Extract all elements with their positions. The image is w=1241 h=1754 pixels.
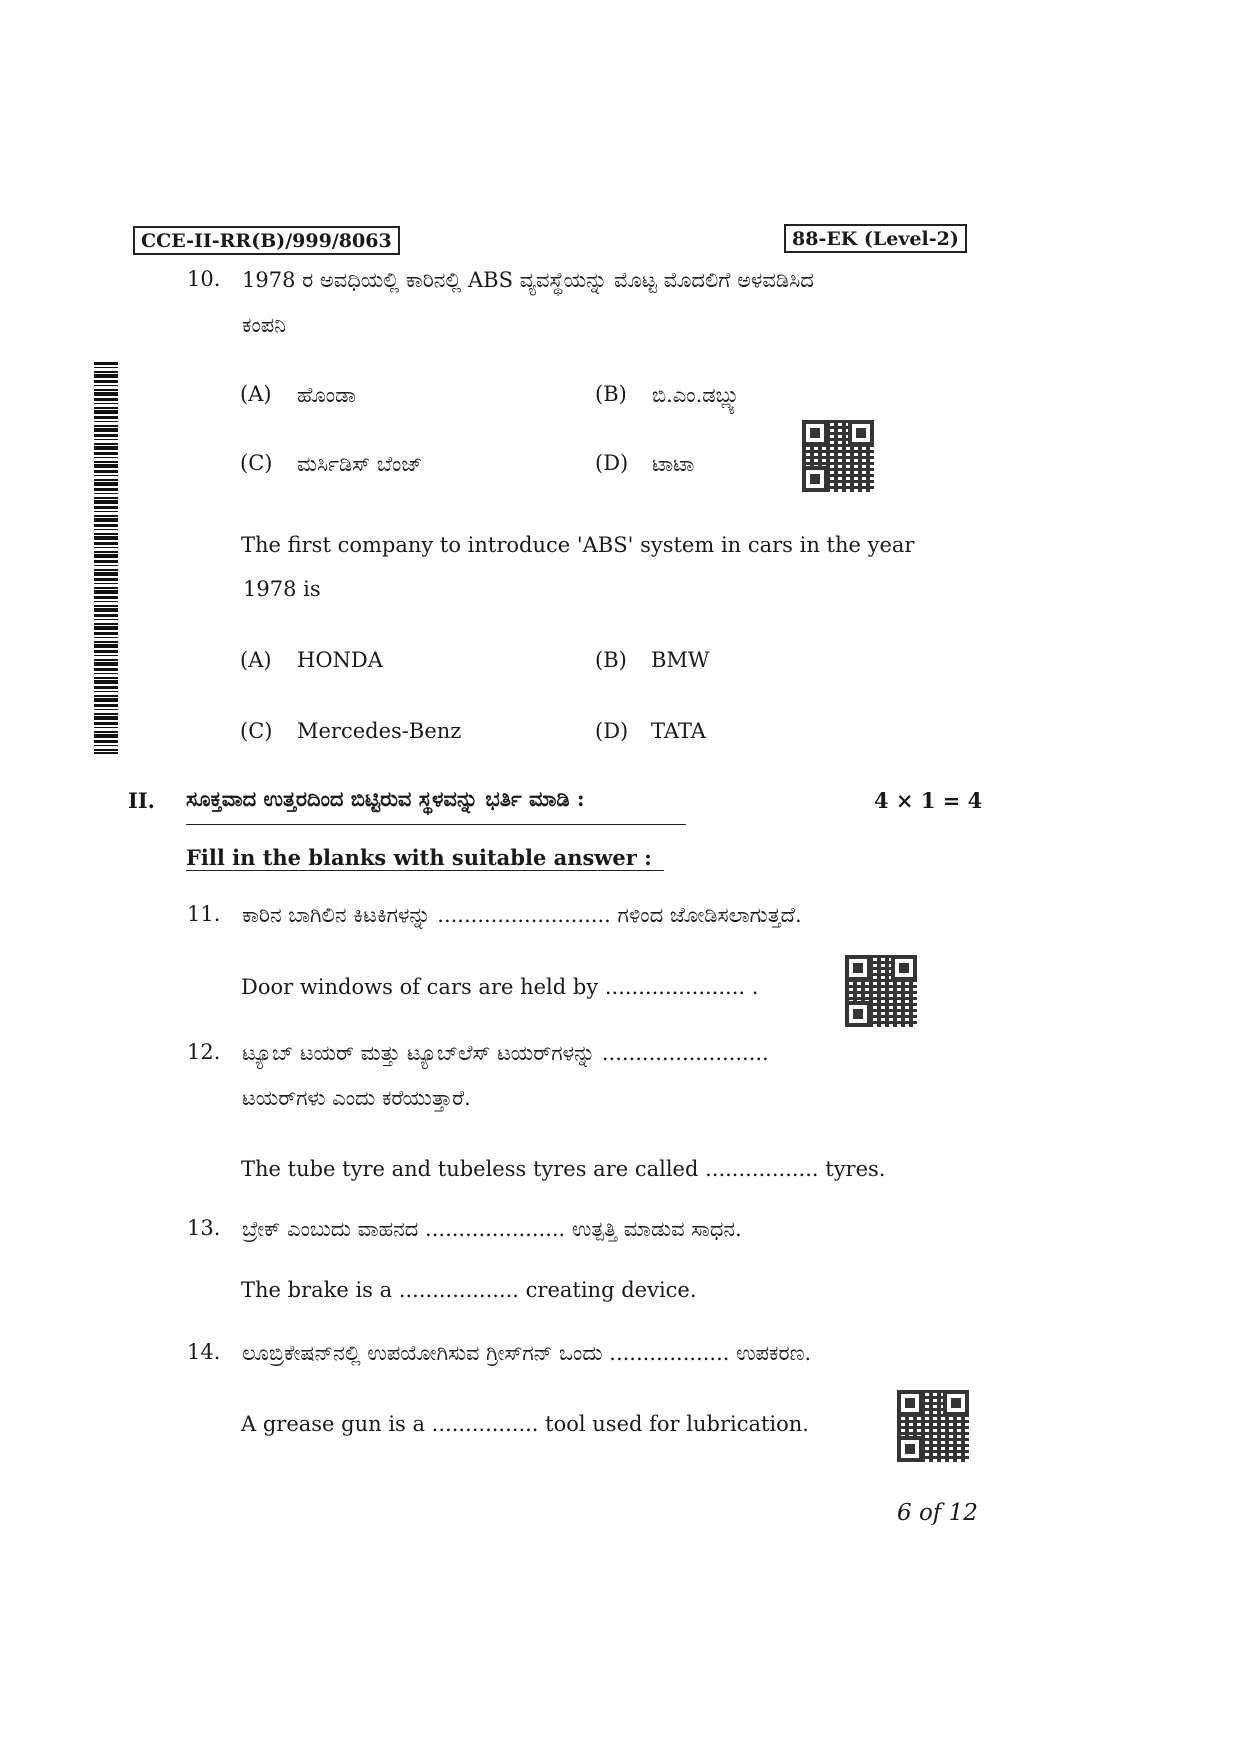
- q10-kn-option-b-text: ಬಿ.ಎಂ.ಡಬ್ಲ್ಯು: [652, 383, 743, 407]
- q12-kannada-line1: ಟ್ಯೂಬ್ ಟಯರ್ ಮತ್ತು ಟ್ಯೂಬ್‌ಲೆಸ್ ಟಯರ್‌ಗಳನ್ನು .........................: [242, 1041, 769, 1065]
- q13-english: The brake is a .................. creating device.: [241, 1278, 697, 1302]
- paper-code-right: 88-EK (Level-2): [784, 224, 967, 253]
- q11-kannada: ಕಾರಿನ ಬಾಗಿಲಿನ ಕಿಟಕಿಗಳನ್ನು .......................... ಗಳಿಂದ ಜೋಡಿಸಲಾಗುತ್ತದೆ.: [242, 903, 802, 927]
- q10-kn-option-c-label: (C): [240, 451, 273, 475]
- q14-english: A grease gun is a ................ tool used for lubrication.: [241, 1412, 809, 1436]
- section-title-kannada-underline: [186, 824, 686, 825]
- q10-kn-option-d-label: (D): [595, 451, 629, 475]
- q12-kannada-line2: ಟಯರ್‌ಗಳು ಎಂದು ಕರೆಯುತ್ತಾರೆ.: [242, 1086, 471, 1110]
- q10-en-option-b-text: BMW: [651, 648, 710, 672]
- q14-kannada: ಲೂಬ್ರಿಕೇಷನ್‌ನಲ್ಲಿ ಉಪಯೋಗಿಸುವ ಗ್ರೀಸ್‌ಗನ್ ಒಂದು .................. ಉಪಕರಣ.: [242, 1341, 812, 1365]
- section-number: II.: [128, 788, 155, 813]
- qr-code: [802, 420, 874, 492]
- question-number-13: 13.: [187, 1216, 221, 1240]
- q10-en-option-b-label: (B): [595, 648, 627, 672]
- q10-kannada-line1: 1978 ರ ಅವಧಿಯಲ್ಲಿ ಕಾರಿನಲ್ಲಿ ABS ವ್ಯವಸ್ಥೆಯನ್ನು ಮೊಟ್ಟ ಮೊದಲಿಗೆ ಅಳವಡಿಸಿದ: [242, 268, 814, 292]
- section-marks: 4 × 1 = 4: [874, 788, 983, 813]
- question-number-14: 14.: [187, 1340, 221, 1364]
- question-number-12: 12.: [187, 1040, 221, 1064]
- qr-code: [897, 1390, 969, 1462]
- question-number-11: 11.: [187, 902, 221, 926]
- q12-english: The tube tyre and tubeless tyres are called ................. tyres.: [241, 1157, 886, 1181]
- q11-english: Door windows of cars are held by ..................... .: [241, 975, 759, 999]
- q10-en-option-c-text: Mercedes-Benz: [297, 719, 462, 743]
- q10-en-option-a-label: (A): [240, 648, 272, 672]
- q10-kn-option-a-label: (A): [240, 382, 272, 406]
- section-title-kannada: ಸೂಕ್ತವಾದ ಉತ್ತರದಿಂದ ಬಿಟ್ಟಿರುವ ಸ್ಥಳವನ್ನು ಭರ್ತಿ ಮಾಡಿ :: [186, 786, 585, 811]
- q10-kn-option-c-text: ಮರ್ಸಿಡಿಸ್ ಬೆಂಜ್: [297, 452, 423, 476]
- paper-code-left: CCE-II-RR(B)/999/8063: [133, 226, 400, 255]
- section-title-english-underline: [186, 870, 664, 871]
- q10-en-option-c-label: (C): [240, 719, 273, 743]
- q10-kn-option-b-label: (B): [595, 382, 627, 406]
- section-title-english: Fill in the blanks with suitable answer :: [186, 845, 652, 870]
- qr-code: [845, 955, 917, 1027]
- q10-kannada-line2: ಕಂಪನಿ: [242, 313, 286, 337]
- q10-en-option-a-text: HONDA: [297, 648, 383, 672]
- q10-kn-option-a-text: ಹೊಂಡಾ: [297, 383, 356, 407]
- page-number: 6 of 12: [897, 1500, 978, 1526]
- side-barcode: [94, 362, 118, 754]
- q13-kannada: ಬ್ರೇಕ್ ಎಂಬುದು ವಾಹನದ ..................... ಉತ್ಪತ್ತಿ ಮಾಡುವ ಸಾಧನ.: [242, 1217, 742, 1241]
- q10-en-option-d-text: TATA: [651, 719, 706, 743]
- q10-english-line1: The first company to introduce 'ABS' system in cars in the year: [241, 533, 915, 557]
- q10-kn-option-d-text: ಟಾಟಾ: [652, 452, 695, 476]
- question-number-10: 10.: [187, 267, 221, 291]
- q10-en-option-d-label: (D): [595, 719, 629, 743]
- q10-english-line2: 1978 is: [243, 577, 321, 601]
